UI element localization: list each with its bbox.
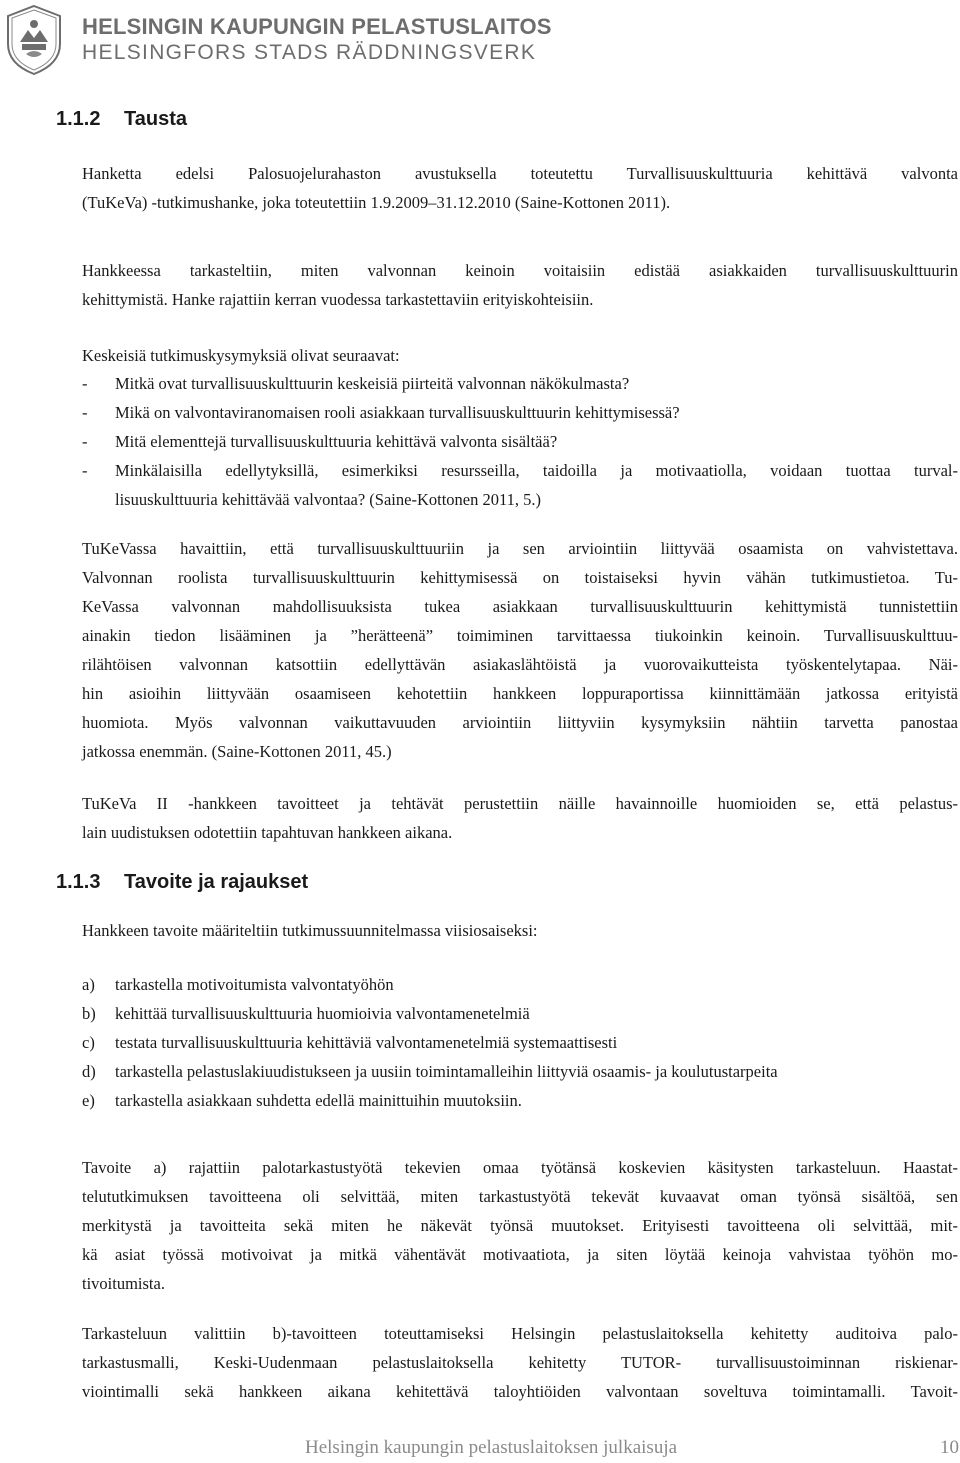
goal-text: kehittää turvallisuuskulttuuria huomioivia valvontamenetelmiä [115,1004,530,1023]
text-line: Hankkeessa tarkasteltiin, miten valvonnan keinoin voitaisiin edistää asiakkaiden turvallisuuskulttuurin [82,261,958,280]
text-line: lisuuskulttuuria kehittävää valvontaa? (Saine-Kottonen 2011, 5.) [115,490,541,509]
list-item: e) tarkastella asiakkaan suhdetta edellä mainittuihin muutoksiin. [82,1091,522,1110]
text-line: tarkastusmalli, Keski-Uudenmaan pelastuslaitoksella kehitetty TUTOR- turvallisuustoiminnan riskienar- [82,1353,958,1372]
section-title: Tavoite ja rajaukset [124,871,309,893]
section-number: 1.1.3 [56,871,101,893]
text-line: rilähtöisen valvonnan katsottiin edellyttävän asiakaslähtöistä ja vuorovaikutteista työskentelytapaa. Näi- [82,655,958,674]
goals-intro: Hankkeen tavoite määriteltiin tutkimussuunnitelmassa viisiosaiseksi: [82,921,538,940]
question-text: Mitkä ovat turvallisuuskulttuurin keskeisiä piirteitä valvonnan näkökulmasta? [115,374,630,393]
text-line: viointimalli sekä hankkeen aikana kehitettävä taloyhtiöiden valvontaan soveltuva toimintamalli. Tavoit- [82,1382,958,1401]
page-number: 10 [940,1437,959,1458]
page-footer [305,1437,959,1459]
text-line: TuKeVassa havaittiin, että turvallisuuskulttuuriin ja sen arviointiin liittyvää osaamista on vahvistettava. [82,539,958,558]
section-heading-1-1-2 [56,108,187,131]
list-item: c) testata turvallisuuskulttuuria kehittäviä valvontamenetelmiä systemaattisesti [82,1033,618,1052]
research-questions-intro: Keskeisiä tutkimuskysymyksiä olivat seuraavat: [82,346,400,365]
fire-department-emblem-icon [4,4,64,76]
text-line: Minkälaisilla edellytyksillä, esimerkiksi resursseilla, taidoilla ja motivaatiolla, voidaan tuottaa turval- [115,461,958,480]
text-line: lain uudistuksen odotettiin tapahtuvan hankkeen aikana. [82,823,453,842]
page-header [0,0,960,80]
text-line: tivoitumista. [82,1274,165,1293]
section-title: Tausta [124,108,187,130]
section-heading-1-1-3 [56,871,308,894]
paragraph-goals-1 [82,1153,958,1298]
section-number: 1.1.2 [56,108,101,130]
text-line: TuKeVa II -hankkeen tavoitteet ja tehtävät perustettiin näille havainnoille huomioiden se, että pelastus- [82,794,958,813]
list-item: - Mitkä ovat turvallisuuskulttuurin keskeisiä piirteitä valvonnan näkökulmasta? [82,374,630,393]
paragraph-goals-2 [82,1319,958,1406]
publication-series: Helsingin kaupungin pelastuslaitoksen julkaisuja [305,1437,678,1458]
text-line: telututkimuksen tavoitteena oli selvittää, miten tarkastustyötä tekevät kuvaavat oman työnsä sisältöä, sen [82,1187,958,1206]
organization-name-finnish: HELSINGIN KAUPUNGIN PELASTUSLAITOS [82,14,552,39]
text-line: (TuKeVa) -tutkimushanke, joka toteutettiin 1.9.2009–31.12.2010 (Saine-Kottonen 2011). [82,193,671,212]
text-line: Valvonnan roolista turvallisuuskulttuurin kehittymisessä on toistaiseksi hyvin vähän tutkimustietoa. Tu- [82,568,958,587]
paragraph-background-3 [82,534,958,766]
text-line: ainakin tiedon lisääminen ja ”herätteenä” toimiminen tarvittaessa tiukoinkin keinoin. Turvallisuuskulttuu- [82,626,958,645]
text-line: jatkossa enemmän. (Saine-Kottonen 2011, 45.) [82,742,392,761]
text-line: Tavoite a) rajattiin palotarkastustyötä tekevien omaa työtänsä koskevien käsitysten tarkasteluun. Haastat- [82,1158,958,1177]
list-item: d) tarkastella pelastuslakiuudistukseen ja uusiin toimintamalleihin liittyviä osaamis- ja koulutustarpeita [82,1062,778,1081]
text-line: huomiota. Myös valvonnan vaikuttavuuden arviointiin liittyviin kysymyksiin nähtiin tarvetta panostaa [82,713,958,732]
list-item: - Mitä elementtejä turvallisuuskulttuuria kehittävä valvonta sisältää? [82,432,558,451]
research-questions-list [82,369,958,514]
goal-text: tarkastella asiakkaan suhdetta edellä mainittuihin muutoksiin. [115,1091,522,1110]
goals-list [82,970,958,1115]
paragraph-background-4 [82,789,958,847]
text-line: kä asiat työssä motivoivat ja mitkä vähentävät motivaatiota, ja siten löytää keinoja vahvistaa työhön mo- [82,1245,958,1264]
question-text: Mikä on valvontaviranomaisen rooli asiakkaan turvallisuuskulttuurin kehittymisessä? [115,403,680,422]
list-item: - Minkälaisilla edellytyksillä, esimerkiksi resursseilla, taidoilla ja motivaatiolla, voidaan tuottaa turval- lisuuskulttuuria kehittävää valvontaa? (Saine-Kottonen 2011, 5.) [82,456,958,514]
text-line: KeVassa valvonnan mahdollisuuksista tukea asiakkaan turvallisuuskulttuurin kehittymistä tunnistettiin [82,597,958,616]
text-line: Tarkasteluun valittiin b)-tavoitteen toteuttamiseksi Helsingin pelastuslaitoksella kehitetty auditoiva palo- [82,1324,958,1343]
text-line: kehittymistä. Hanke rajattiin kerran vuodessa tarkastettaviin erityiskohteisiin. [82,290,594,309]
list-item: a) tarkastella motivoitumista valvontatyöhön [82,975,394,994]
paragraph-background-2 [82,256,958,314]
organization-name-swedish: HELSINGFORS STADS RÄDDNINGSVERK [82,41,537,64]
paragraph-background-1 [82,159,958,217]
goal-text: tarkastella motivoitumista valvontatyöhön [115,975,394,994]
question-text: Mitä elementtejä turvallisuuskulttuuria kehittävä valvonta sisältää? [115,432,558,451]
text-line: Hanketta edelsi Palosuojelurahaston avustuksella toteutettu Turvallisuuskulttuuria kehittävä valvonta [82,164,958,183]
list-item: b) kehittää turvallisuuskulttuuria huomioivia valvontamenetelmiä [82,1004,530,1023]
text-line: merkitystä ja tavoitteita sekä miten he näkevät työnsä muutokset. Erityisesti tavoitteena oli selvittää, mit- [82,1216,958,1235]
list-item: - Mikä on valvontaviranomaisen rooli asiakkaan turvallisuuskulttuurin kehittymisessä? [82,403,680,422]
text-line: hin asioihin liittyvään osaamiseen kehotettiin hankkeen loppuraportissa kiinnittämään jatkossa erityistä [82,684,958,703]
goal-text: tarkastella pelastuslakiuudistukseen ja uusiin toimintamalleihin liittyviä osaamis- ja koulutustarpeita [115,1062,778,1081]
goal-text: testata turvallisuuskulttuuria kehittäviä valvontamenetelmiä systemaattisesti [115,1033,618,1052]
